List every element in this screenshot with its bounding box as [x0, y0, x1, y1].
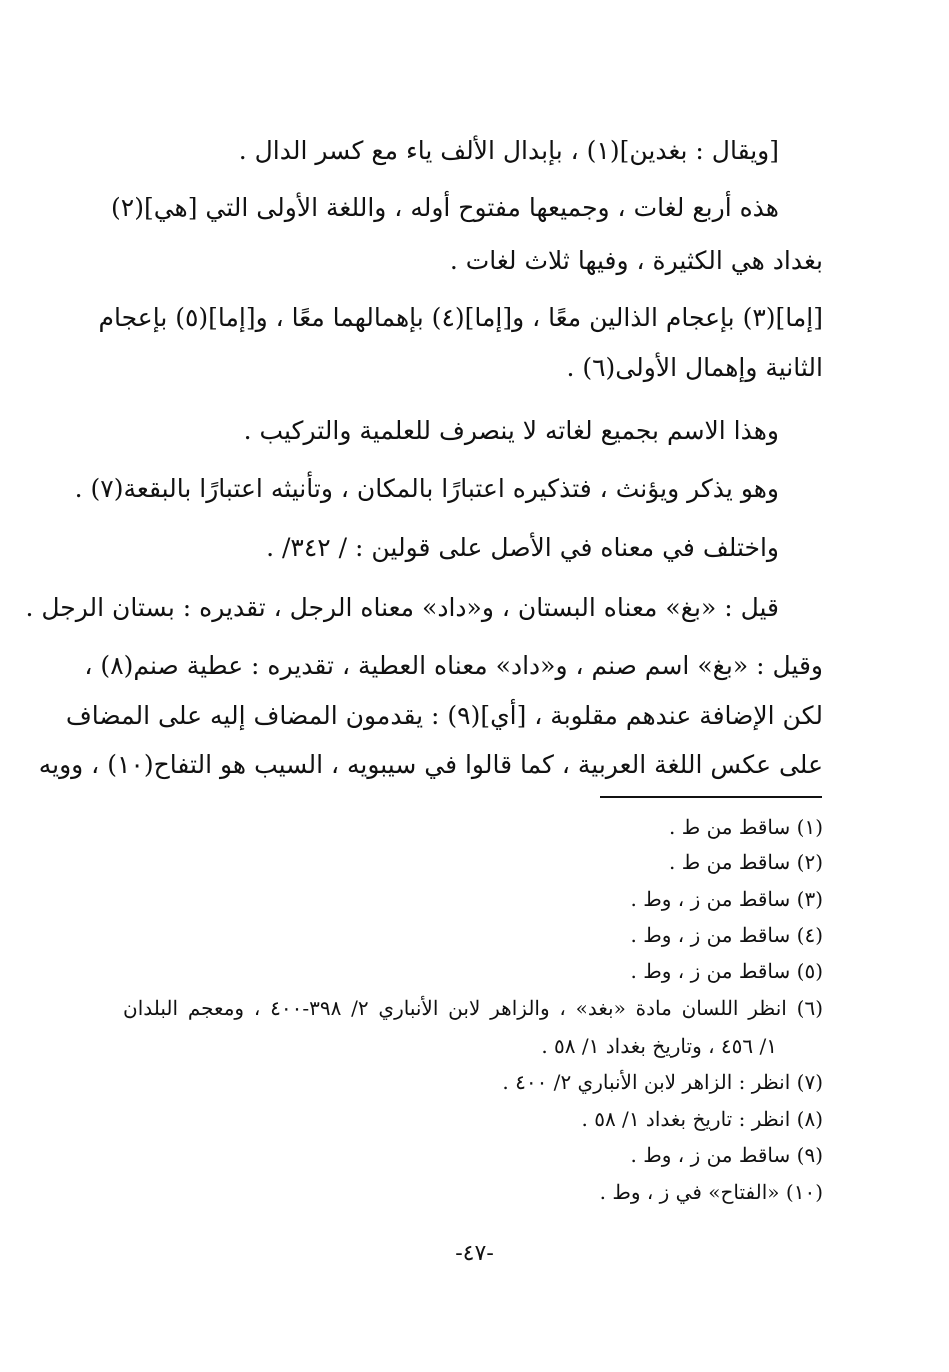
footnote-2: (٢) ساقط من ط . — [669, 850, 823, 874]
footnote-6-continuation: ١/ ٤٥٦ ، وتاريخ بغداد ١/ ٥٨ . — [541, 1034, 777, 1058]
footnote-3: (٣) ساقط من ز ، وط . — [630, 887, 823, 911]
body-line-1: [ويقال : بغدين](١) ، بإبدال الألف ياء مع كسر الدال . — [238, 136, 779, 165]
body-line-8: واختلف في معناه في الأصل على قولين : / ٣٤٢/ . — [266, 533, 779, 562]
body-line-4: [إما](٣) بإعجام الذالين معًا ، و[إما](٤) بإهمالهما معًا ، و[إما](٥) بإعجام — [98, 303, 823, 332]
footnote-8: (٨) انظر : تاريخ بغداد ١/ ٥٨ . — [581, 1107, 823, 1131]
footnote-6: (٦) انظر اللسان مادة «بغد» ، والزاهر لابن الأنباري ٢/ ٣٩٨-٤٠٠ ، ومعجم البلدان — [123, 996, 823, 1020]
body-line-3: بغداد هي الكثيرة ، وفيها ثلاث لغات . — [449, 246, 823, 275]
footnote-5: (٥) ساقط من ز ، وط . — [630, 959, 823, 983]
body-line-5: الثانية وإهمال الأولى(٦) . — [566, 353, 823, 382]
body-line-7: وهو يذكر ويؤنث ، فتذكيره اعتبارًا بالمكان ، وتأنيثه اعتبارًا بالبقعة(٧) . — [74, 474, 779, 503]
footnote-9: (٩) ساقط من ز ، وط . — [630, 1143, 823, 1167]
body-line-2: هذه أربع لغات ، وجميعها مفتوح أوله ، واللغة الأولى التي [هي](٢) — [110, 193, 779, 222]
body-line-6: وهذا الاسم بجميع لغاته لا ينصرف للعلمية والتركيب . — [243, 416, 779, 445]
page-number: -٤٧- — [455, 1241, 494, 1266]
body-line-9: قيل : «بغ» معناه البستان ، و«داد» معناه الرجل ، تقديره : بستان الرجل . — [25, 593, 779, 622]
footnote-10: (١٠) «الفتاح» في ز ، وط . — [599, 1180, 823, 1204]
footnote-separator — [600, 796, 822, 798]
body-line-11: لكن الإضافة عندهم مقلوبة ، [أي](٩) : يقدمون المضاف إليه على المضاف — [65, 701, 823, 730]
footnote-1: (١) ساقط من ط . — [669, 815, 823, 839]
body-line-12: على عكس اللغة العربية ، كما قالوا في سيبويه ، السيب هو التفاح(١٠) ، وويه — [38, 750, 823, 779]
footnote-7: (٧) انظر : الزاهر لابن الأنباري ٢/ ٤٠٠ . — [502, 1070, 823, 1094]
body-line-10: وقيل : «بغ» اسم صنم ، و«داد» معناه العطية ، تقديره : عطية صنم(٨) ، — [84, 651, 823, 680]
footnote-4: (٤) ساقط من ز ، وط . — [630, 923, 823, 947]
